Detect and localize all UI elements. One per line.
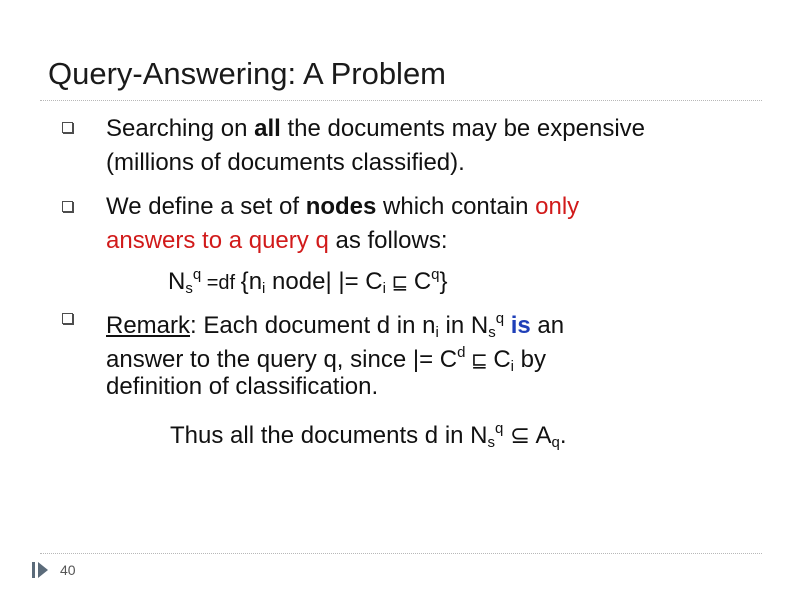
superscript: q (431, 266, 440, 283)
bold-nodes: nodes (305, 193, 377, 220)
text: node| |= C (265, 268, 383, 295)
slide-title: Query-Answering: A Problem (48, 56, 447, 91)
bullet-2-line-1 (106, 192, 579, 222)
remark-label: Remark (106, 312, 191, 339)
bullet-1-line-2: (millions of documents classified). (106, 149, 465, 176)
subscript: q (551, 434, 560, 451)
subscript: i (510, 358, 514, 375)
subsumption-symbol: ⊑ (465, 350, 494, 372)
blue-is: is (504, 312, 531, 339)
red-only: only (535, 193, 580, 220)
footer-bar-icon (32, 562, 35, 578)
text: Searching on (106, 115, 255, 142)
text: C (493, 346, 511, 373)
subscript: s (487, 434, 495, 451)
bold-all: all (254, 115, 281, 142)
text: by (514, 346, 547, 373)
text: an (530, 312, 565, 339)
bullet-marker-3 (62, 313, 74, 325)
bullet-3-line-3: definition of classification. (106, 373, 379, 400)
text: answer to the query q, since |= C (106, 346, 458, 373)
text: . (559, 422, 567, 449)
superscript: q (495, 310, 505, 327)
subscript: i (262, 280, 266, 297)
text: which contain (376, 193, 536, 220)
subscript: i (382, 280, 386, 297)
superscript: q (192, 266, 202, 283)
text: C (413, 268, 432, 295)
subscript: s (185, 280, 193, 297)
text: } (439, 268, 448, 295)
text: N (168, 268, 186, 295)
definition-formula (168, 260, 448, 304)
text: as follows: (328, 227, 448, 254)
bullet-marker-2 (62, 201, 74, 213)
red-answers: answers to a query q (106, 227, 329, 254)
title-divider (40, 100, 762, 101)
page-number: 40 (60, 562, 76, 578)
bullet-1-line-1 (106, 114, 645, 144)
superscript: d (457, 344, 466, 361)
subsumption-symbol: ⊑ (385, 272, 414, 294)
text: the documents may be expensive (280, 115, 646, 142)
text: {n (240, 268, 263, 295)
footer-arrow-icon (38, 562, 48, 578)
text: : Each document d in n (190, 312, 436, 339)
text: Thus all the documents d in N (170, 422, 488, 449)
defined-as: =df (201, 272, 241, 294)
text: We define a set of (106, 193, 306, 220)
subset-symbol: ⊆ A (503, 422, 552, 449)
superscript: q (495, 420, 504, 437)
footer-divider (40, 553, 762, 554)
text: in N (438, 312, 489, 339)
bullet-2-line-2 (106, 226, 448, 256)
subscript: s (488, 324, 496, 341)
subscript: i (435, 324, 439, 341)
bullet-marker-1 (62, 122, 74, 134)
bullet-3-conclusion (170, 414, 567, 458)
